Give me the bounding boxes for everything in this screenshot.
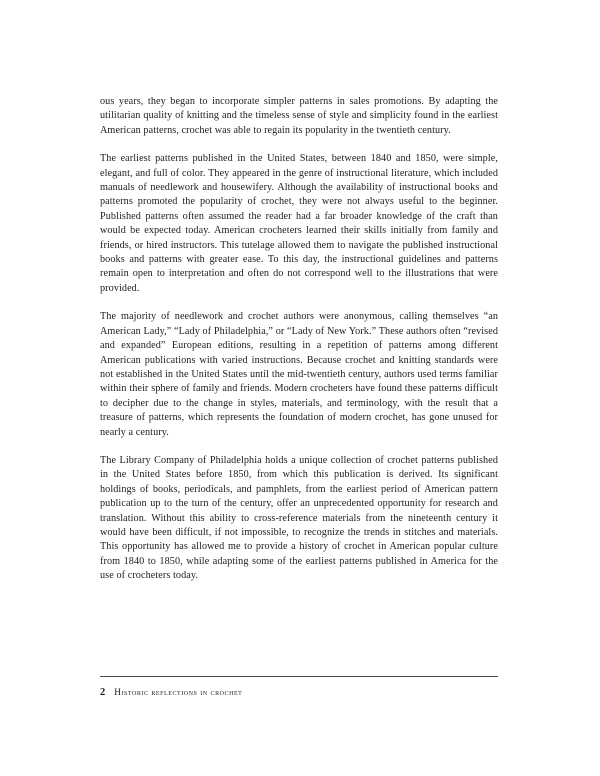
body-paragraph-1: ous years, they began to incorporate simpler patterns in sales promotions. By adapting the utilitarian quality of knitting and the timeless sense of style and simplicity found in the earliest American patterns, crochet was able to regain its popularity in the twentieth century. bbox=[100, 96, 498, 136]
body-paragraph-3: The majority of needlework and crochet authors were anonymous, calling themselves “an American Lady,” “Lady of Philadelphia,” or “Lady of New York.” These authors often “revised and expanded” European editions, resulting in a repetition of patterns among different American publications with varied instructions. Because crochet and knitting standards were not established in the United States until the mid-twentieth century, authors used terms familiar within their sphere of family and friends. Modern crocheters have found these patterns difficult to decipher due to the change in styles, materials, and terminology, with the result that a treasure of patterns, which represents the foundation of modern crochet, has gone unused for nearly a century. bbox=[100, 311, 498, 438]
body-paragraph-2: The earliest patterns published in the United States, between 1840 and 1850, were simple, elegant, and full of color. They appeared in the genre of instructional literature, which included manuals of needlework and housewifery. Although the availability of instructional books and patterns promoted the popularity of crochet, they were not always useful to the beginner. Published patterns often assumed the reader had a far broader knowledge of the craft than would be expected today. American crocheters learned their skills initially from family and friends, or hired instructors. This tutelage allowed them to navigate the published instructional books and patterns with greater ease. To this day, the instructional guidelines and patterns remain open to interpretation and often do not correspond well to the illustrations that were provided. bbox=[100, 153, 498, 294]
page-body bbox=[100, 95, 498, 584]
page-number: 2 bbox=[100, 687, 106, 698]
page-footer bbox=[100, 687, 498, 698]
footer-divider bbox=[100, 676, 498, 677]
running-head: historic reflections in crochet bbox=[114, 687, 243, 697]
body-paragraph-4: The Library Company of Philadelphia holds a unique collection of crochet patterns published in the United States before 1850, from which this publication is derived. Its significant holdings of books, periodicals, and pamphlets, from the earliest period of American pattern publication up to the turn of the century, offer an unprecedented opportunity for research and translation. Without this ability to cross-reference materials from the nineteenth century it would have been difficult, if not impossible, to recognize the trends in stitches and materials. This opportunity has allowed me to provide a history of crochet in American popular culture from 1840 to 1850, while adapting some of the earliest patterns published in America for the use of crocheters today. bbox=[100, 454, 498, 582]
